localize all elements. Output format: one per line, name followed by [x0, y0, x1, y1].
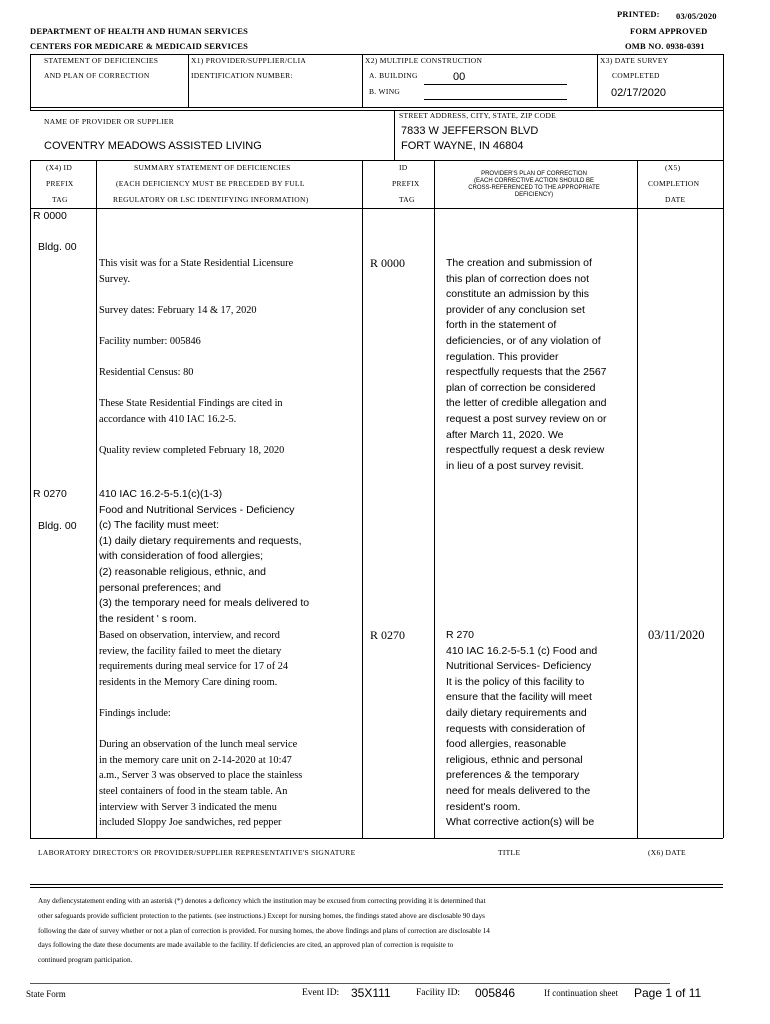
- building-value: 00: [453, 71, 466, 83]
- building-underline: [424, 84, 567, 85]
- summary-paragraph: [99, 628, 361, 690]
- plan-line: religious, ethnic and personal: [446, 753, 583, 766]
- plan-line: constitute an admission by this: [446, 288, 589, 301]
- r0270-prefix-tag: R 0270: [33, 488, 67, 500]
- provider-name: COVENTRY MEADOWS ASSISTED LIVING: [44, 140, 262, 152]
- plan-line: ensure that the facility will meet: [446, 691, 592, 704]
- facility-id: 005846: [475, 986, 516, 1000]
- summary-subheader: (EACH DEFICIENCY MUST BE PRECEDED BY FULL: [116, 179, 305, 188]
- form-left-border: [30, 54, 31, 110]
- summary-paragraph: [99, 303, 359, 319]
- title-label: TITLE: [498, 848, 521, 857]
- regulation-line: (2) reasonable religious, ethnic, and: [99, 565, 266, 578]
- plan-line: respectfully requests that the 2567: [446, 366, 607, 379]
- address-label: STREET ADDRESS, CITY, STATE, ZIP CODE: [399, 111, 557, 120]
- state-form-label: State Form: [26, 989, 66, 999]
- regulation-line: (3) the temporary need for meals delivered to: [99, 597, 310, 610]
- plan-line: in lieu of a post survey revisit.: [446, 459, 584, 472]
- summary-line: interview with Server 3 indicated the menu: [99, 801, 277, 813]
- summary-line: Survey dates: February 14 & 17, 2020: [99, 304, 257, 316]
- building-label: A. BUILDING: [369, 71, 418, 80]
- plan-line: deficiencies, or of any violation of: [446, 334, 601, 347]
- omb-number: OMB NO. 0938-0391: [625, 41, 705, 51]
- summary-line: accordance with 410 IAC 16.2-5.: [99, 413, 237, 425]
- plan-line: after March 11, 2020. We: [446, 428, 564, 441]
- summary-line: review, the facility failed to meet the dietary: [99, 645, 282, 657]
- x3-label: X3) DATE SURVEY: [600, 56, 669, 65]
- summary-line: requirements during meal service for 17 of 24: [99, 661, 288, 673]
- r0000-prefix-tag: R 0000: [33, 210, 67, 222]
- plan-label: AND PLAN OF CORRECTION: [44, 71, 150, 80]
- regulation-line: personal preferences; and: [99, 581, 221, 594]
- summary-paragraph: [99, 737, 361, 831]
- provider-name-label: NAME OF PROVIDER OR SUPPLIER: [44, 117, 175, 126]
- summary-paragraph: [99, 706, 361, 722]
- plan-line: provider of any conclusion set: [446, 303, 585, 316]
- plan-line: regulation. This provider: [446, 350, 559, 363]
- plan-line: resident's room.: [446, 800, 521, 813]
- regulation-line: with consideration of food allergies;: [99, 550, 264, 563]
- r0000-bldg: Bldg. 00: [38, 241, 77, 253]
- wing-label: B. WING: [369, 87, 401, 96]
- summary-paragraph: [99, 443, 359, 459]
- plan-line: request a post survey review on or: [446, 412, 607, 425]
- signature-divider: [30, 884, 723, 888]
- r0270-bldg: Bldg. 00: [38, 520, 77, 532]
- summary-paragraph: [99, 365, 359, 381]
- continuation-label: If continuation sheet: [544, 988, 618, 998]
- x1-label: X1) PROVIDER/SUPPLIER/CLIA: [191, 56, 307, 65]
- address-street: 7833 W JEFFERSON BLVD: [401, 125, 539, 137]
- table-column-rule: [362, 160, 363, 838]
- plan-header-line: (EACH CORRECTIVE ACTION SHOULD BE: [473, 178, 595, 184]
- divider: [30, 110, 723, 111]
- event-id-label: Event ID:: [302, 988, 340, 998]
- regulation-line: Food and Nutritional Services - Deficiency: [99, 503, 295, 516]
- r0270-regulation: [99, 487, 361, 627]
- regulation-line: 410 IAC 16.2-5-5.1(c)(1-3): [99, 488, 223, 500]
- regulation-line: (1) daily dietary requirements and requests,: [99, 534, 302, 547]
- r0000-summary: [99, 256, 359, 474]
- identification-label: IDENTIFICATION NUMBER:: [191, 71, 293, 80]
- disclaimer-line: days following the date these documents are made available to the facility. If deficiencies are cited, an approved plan of correction is requisite to: [38, 941, 454, 950]
- plan-line: respectfully request a desk review: [446, 444, 605, 457]
- divider: [362, 54, 363, 107]
- id-prefix-label: PREFIX: [392, 179, 420, 188]
- x4-prefix-label: PREFIX: [46, 179, 74, 188]
- summary-subheader-2: REGULATORY OR LSC IDENTIFYING INFORMATION): [113, 195, 309, 204]
- wing-underline: [424, 99, 567, 100]
- summary-paragraph: [99, 256, 359, 287]
- plan-header-line: CROSS-REFERENCED TO THE APPROPRIATE: [468, 185, 600, 191]
- event-id: 35X111: [351, 986, 391, 1000]
- divider: [597, 54, 598, 107]
- summary-line: Survey.: [99, 273, 131, 285]
- plan-line: Nutritional Services- Deficiency: [446, 660, 592, 673]
- plan-line: R 270: [446, 629, 475, 641]
- r0270-plan: [446, 628, 636, 831]
- statement-label: STATEMENT OF DEFICIENCIES: [44, 56, 159, 65]
- disclaimer-line: continued program participation.: [38, 956, 133, 965]
- r0000-id-tag: R 0000: [370, 256, 406, 270]
- r0270-id-tag: R 0270: [370, 628, 406, 642]
- table-column-rule: [96, 160, 97, 838]
- summary-line: in the memory care unit on 2-14-2020 at 10:47: [99, 754, 292, 766]
- summary-line: During an observation of the lunch meal service: [99, 739, 298, 751]
- regulation-line: the resident ' s room.: [99, 612, 197, 625]
- divider: [188, 54, 189, 107]
- disclaimer-line: Any defiencystatement ending with an asterisk (*) denotes a deficency which the institution may be excused from correcting providing it is determined that: [38, 897, 486, 905]
- facility-id-label: Facility ID:: [416, 988, 461, 998]
- plan-header: [436, 171, 632, 199]
- form-approved: FORM APPROVED: [630, 26, 708, 36]
- summary-line: a.m., Server 3 was observed to place the stainless: [99, 770, 303, 782]
- summary-line: residents in the Memory Care dining room.: [99, 676, 278, 688]
- plan-header-line: DEFICIENCY): [514, 192, 554, 198]
- summary-line: Findings include:: [99, 707, 171, 719]
- plan-line: food allergies, reasonable: [446, 738, 567, 751]
- plan-line: plan of correction be considered: [446, 381, 596, 394]
- table-column-rule: [637, 160, 638, 838]
- plan-line: 410 IAC 16.2-5-5.1 (c) Food and: [446, 644, 598, 657]
- disclaimer: [38, 894, 718, 968]
- plan-line: It is the policy of this facility to: [446, 675, 585, 688]
- divider: [30, 208, 723, 209]
- plan-line: need for meals delivered to the: [446, 784, 591, 797]
- x2-label: X2) MULTIPLE CONSTRUCTION: [365, 56, 483, 65]
- disclaimer-line: other safeguards provide sufficient protection to the patients. (see instructions.) Except for nursing homes, the findings stated above are disclosable 90 days: [38, 911, 485, 920]
- divider: [30, 160, 723, 161]
- table-right-border: [723, 54, 724, 838]
- summary-line: steel containers of food in the steam table. An: [99, 785, 288, 797]
- plan-line: The creation and submission of: [446, 257, 592, 269]
- summary-line: Facility number: 005846: [99, 335, 201, 347]
- summary-line: These State Residential Findings are cited in: [99, 398, 283, 410]
- regulation-line: (c) The facility must meet:: [99, 519, 220, 532]
- director-signature-label: LABORATORY DIRECTOR'S OR PROVIDER/SUPPLIER REPRESENTATIVE'S SIGNATURE: [38, 848, 356, 857]
- plan-line: the letter of credible allegation and: [446, 397, 607, 410]
- summary-line: Residential Census: 80: [99, 367, 194, 379]
- id-label: ID: [399, 163, 408, 172]
- summary-line: included Sloppy Joe sandwiches, red pepper: [99, 817, 282, 829]
- plan-line: forth in the statement of: [446, 319, 557, 332]
- department-name: DEPARTMENT OF HEALTH AND HUMAN SERVICES: [30, 26, 249, 36]
- printed-label: PRINTED:: [617, 9, 660, 19]
- summary-paragraph: [99, 396, 359, 427]
- form-top-border: [30, 54, 723, 55]
- x5-label: (X5): [665, 163, 681, 172]
- divider: [394, 110, 395, 160]
- plan-line: this plan of correction does not: [446, 272, 590, 285]
- disclaimer-line: following the date of survey whether or not a plan of correction is provided. For nursing homes, the above findings and plans of correction are disclosable 14: [38, 926, 490, 935]
- x6-date-label: (X6) DATE: [648, 848, 686, 857]
- form-top-divider: [30, 107, 723, 108]
- r0270-summary: [99, 628, 361, 846]
- r0000-plan: [446, 256, 636, 474]
- summary-line: Quality review completed February 18, 2020: [99, 445, 285, 457]
- footer-rule: [30, 983, 670, 984]
- summary-header: SUMMARY STATEMENT OF DEFICIENCIES: [134, 163, 291, 172]
- printed-date: 03/05/2020: [676, 11, 717, 21]
- date-label: DATE: [665, 195, 686, 204]
- survey-date: 02/17/2020: [611, 87, 667, 99]
- summary-line: This visit was for a State Residential Licensure: [99, 258, 294, 269]
- plan-header-line: PROVIDER'S PLAN OF CORRECTION: [481, 171, 587, 177]
- summary-paragraph: [99, 334, 359, 350]
- plan-line: requests with consideration of: [446, 722, 585, 735]
- address-city: FORT WAYNE, IN 46804: [401, 140, 524, 152]
- table-column-rule: [434, 160, 435, 838]
- page-number: Page 1 of 11: [634, 986, 702, 1000]
- x4-tag-label: TAG: [52, 195, 68, 204]
- r0270-completion-date: 03/11/2020: [648, 628, 705, 642]
- completed-label: COMPLETED: [612, 71, 660, 80]
- plan-line: preferences & the temporary: [446, 769, 580, 782]
- completion-label: COMPLETION: [648, 179, 700, 188]
- summary-line: Based on observation, interview, and record: [99, 630, 280, 641]
- table-left-border: [30, 160, 31, 838]
- x4-id-label: (X4) ID: [46, 163, 73, 172]
- plan-line: daily dietary requirements and: [446, 706, 587, 719]
- centers-name: CENTERS FOR MEDICARE & MEDICAID SERVICES: [30, 41, 249, 51]
- plan-line: What corrective action(s) will be: [446, 816, 595, 829]
- id-tag-label: TAG: [399, 195, 415, 204]
